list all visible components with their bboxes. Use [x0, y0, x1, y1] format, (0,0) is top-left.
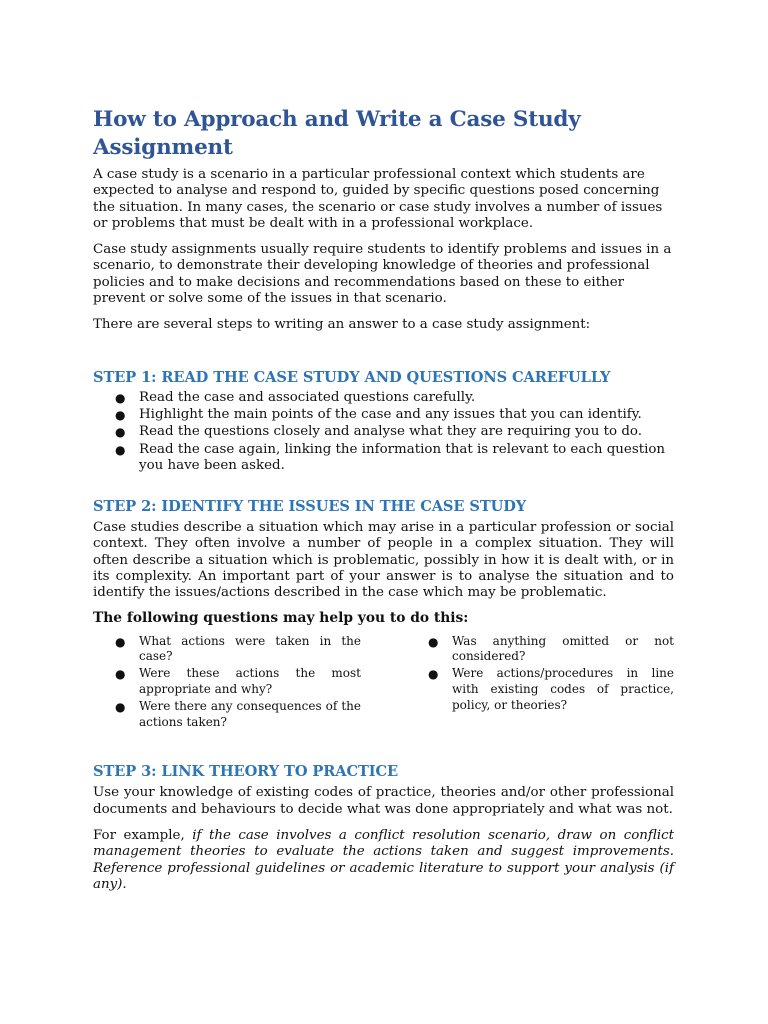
list-item: ● Were there any consequences of the actions taken?: [115, 698, 361, 729]
intro-section: [93, 167, 674, 334]
list-item: ● Were actions/procedures in line with existing codes of practice, policy, or theories?: [428, 666, 674, 712]
example-italic: if the case involves a conflict resolution scenario, draw on conflict management theories to evaluate the actions taken and suggest improvements. Reference professional guidelines or academic literature to support your analysis (if any).: [93, 828, 674, 892]
bullet-icon: ●: [428, 667, 439, 682]
list-item: ● Were these actions the most appropriate and why?: [115, 666, 361, 697]
step3-body: Use your knowledge of existing codes of practice, theories and/or other professional documents and behaviours to decide what was done appropriately and what was not.: [93, 785, 674, 817]
list-item: ● Was anything omitted or not considered?: [428, 633, 674, 664]
list-item: ● Read the case and associated questions carefully.: [115, 389, 476, 405]
questions-heading: The following questions may help you to do this:: [93, 609, 469, 626]
step3-heading: STEP 3: LINK THEORY TO PRACTICE: [93, 763, 399, 781]
document-title: How to Approach and Write a Case Study Assignment: [93, 107, 581, 160]
step1-section: [93, 369, 674, 474]
list-item: ● What actions were taken in the case?: [115, 633, 361, 664]
step2-body: Case studies describe a situation which may arise in a particular profession or social context. They often involve a number of people in a complex situation. They will often describe a situation which is problematic, possibly in how it is dealt with, or in its complexity. An important part of your answer is to analyse the situation and to identify the issues/actions described in the case which may be problematic.: [93, 520, 674, 601]
bullet-icon: ●: [115, 407, 126, 422]
bullet-icon: ●: [115, 425, 126, 440]
intro-paragraph-3: There are several steps to writing an answer to a case study assignment:: [93, 317, 591, 333]
questions-columns: [93, 634, 674, 732]
bullet-icon: ●: [115, 390, 126, 405]
list-item: ● Highlight the main points of the case and any issues that you can identify.: [115, 406, 642, 422]
example-lead: For example,: [93, 828, 193, 844]
bullet-icon: ●: [115, 699, 126, 714]
questions-right-column: [406, 634, 674, 732]
intro-paragraph-1: A case study is a scenario in a particular professional context which students are expected to analyse and respond to, guided by specific questions posed concerning the situation. In many cases, the scenario or case study involves a number of issues or problems that must be dealt with in a professional workplace.: [93, 167, 663, 231]
step1-list: [93, 390, 674, 474]
list-item: ● Read the questions closely and analyse what they are requiring you to do.: [115, 424, 642, 440]
list-item: ● Read the case again, linking the information that is relevant to each question you have been asked.: [115, 441, 666, 473]
bullet-icon: ●: [115, 667, 126, 682]
step2-section: [93, 498, 674, 731]
step2-heading: STEP 2: IDENTIFY THE ISSUES IN THE CASE STUDY: [93, 498, 527, 516]
intro-paragraph-2: Case study assignments usually require students to identify problems and issues in a scenario, to demonstrate their developing knowledge of theories and professional policies and to make decisions and recommendations based on these to either prevent or solve some of the issues in that scenario.: [93, 242, 672, 307]
bullet-icon: ●: [115, 442, 126, 457]
bullet-icon: ●: [115, 634, 126, 649]
questions-left-column: [93, 634, 361, 732]
bullet-icon: ●: [428, 634, 439, 649]
step3-section: [93, 763, 674, 893]
step3-example: [93, 828, 674, 893]
step1-heading: STEP 1: READ THE CASE STUDY AND QUESTIONS CAREFULLY: [93, 368, 611, 386]
